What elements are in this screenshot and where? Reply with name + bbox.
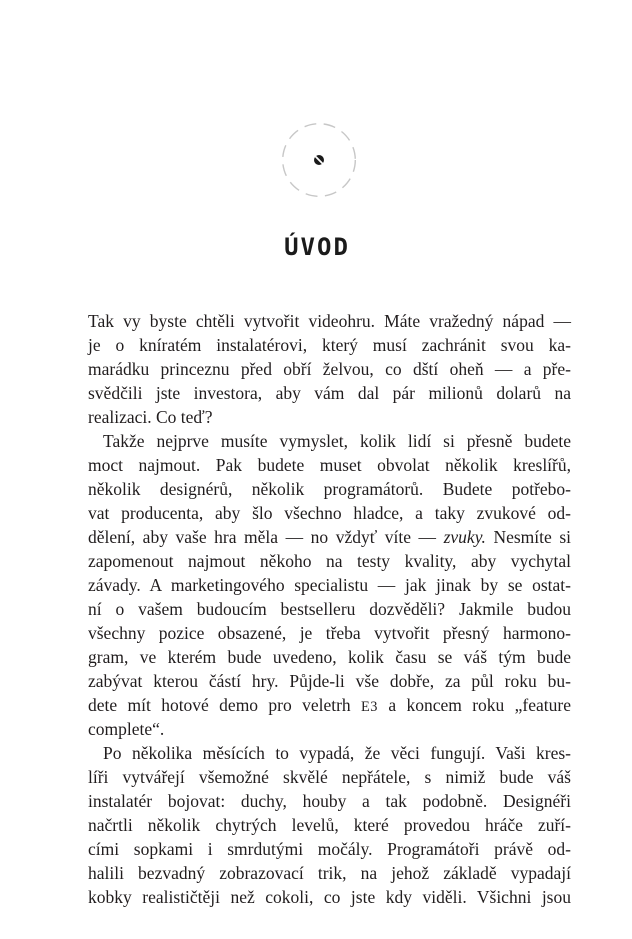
text-line (88, 717, 571, 741)
text-segment: Tak vy byste chtěli vytvořit videohru. Máte vražedný nápad — (88, 311, 571, 331)
text-line (88, 669, 571, 693)
text-segment: dělení, aby vaše hra měla — no vždyť víte — (88, 527, 444, 547)
text-segment: Nesmíte si (485, 527, 571, 547)
text-segment: gram, ve kterém bude uvedeno, kolik času se váš tým bude (88, 647, 571, 667)
text-segment: je o kníratém instalatérovi, který musí zachránit svou ka- (88, 335, 571, 355)
text-segment: svědčili jste investora, aby vám dal pár milionů dolarů na (88, 383, 571, 403)
text-line (88, 501, 571, 525)
text-line (88, 645, 571, 669)
text-segment: načrtli několik chytrých levelů, které provedou hráče zuří- (88, 815, 571, 835)
text-segment: Takže nejprve musíte vymyslet, kolik lidí si přesně budete (103, 431, 571, 451)
text-segment: instalatér bojovat: duchy, houby a tak podobně. Designéři (88, 791, 571, 811)
text-segment: dete mít hotové demo pro veletrh (88, 695, 362, 715)
text-segment: moct najmout. Pak budete muset obvolat několik kreslířů, (88, 455, 571, 475)
text-line (88, 453, 571, 477)
text-line (88, 549, 571, 573)
text-segment: complete“. (88, 719, 165, 739)
paragraph (88, 309, 571, 429)
text-line (88, 597, 571, 621)
paragraph (88, 429, 571, 741)
text-segment: ní o vašem budoucím bestselleru dozvěděli? Jakmile budou (88, 599, 571, 619)
slashed-disc-icon (314, 155, 324, 165)
text-line (88, 357, 571, 381)
text-segment: všechny pozice obsazené, je třeba vytvořit přesný harmono- (88, 623, 571, 643)
chapter-title: ÚVOD (284, 233, 350, 261)
text-segment: cími sopkami i smrdutými močály. Programátoři právě od- (88, 839, 571, 859)
text-line (88, 477, 571, 501)
text-segment: zvuky. (443, 527, 486, 547)
paragraph (88, 741, 571, 909)
text-segment: Po několika měsících to vypadá, že věci fungují. Vaši kres- (103, 743, 571, 763)
text-line (88, 741, 571, 765)
text-line (88, 621, 571, 645)
text-segment: několik designérů, několik programátorů. Budete potřebo- (88, 479, 571, 499)
text-segment: E3 (361, 699, 378, 715)
text-segment: a koncem roku „feature (377, 695, 571, 715)
dashed-circle-icon (281, 122, 357, 198)
text-line (88, 381, 571, 405)
text-segment: zabývat kterou částí hry. Půjde-li vše dobře, za půl roku bu- (88, 671, 571, 691)
text-segment: realizaci. Co teď? (88, 407, 213, 427)
text-segment: líři vytvářejí všemožné skvělé nepřátele, s nimiž bude váš (88, 767, 571, 787)
text-line (88, 525, 571, 549)
text-segment: vat producenta, aby šlo všechno hladce, a taky zvukové od- (88, 503, 571, 523)
text-line (88, 429, 571, 453)
text-line (88, 837, 571, 861)
body-text (88, 309, 571, 909)
text-line (88, 765, 571, 789)
text-line (88, 573, 571, 597)
text-segment: závady. A marketingového specialistu — jak jinak by se ostat- (88, 575, 571, 595)
chapter-ornament (281, 122, 357, 198)
text-line (88, 405, 571, 429)
text-line (88, 309, 571, 333)
text-line (88, 789, 571, 813)
text-segment: halili bezvadný zobrazovací trik, na jehož základě vypadají (88, 863, 571, 883)
text-segment: zapomenout najmout někoho na testy kvality, aby vychytal (88, 551, 571, 571)
text-line (88, 333, 571, 357)
text-line (88, 813, 571, 837)
text-segment: marádku princeznu před obří želvou, co dští oheň — a pře- (88, 359, 571, 379)
text-line (88, 861, 571, 885)
text-line (88, 885, 571, 909)
text-segment: kobky realističtěji než cokoli, co jste kdy viděli. Všichni jsou (88, 887, 571, 907)
text-line (88, 693, 571, 717)
